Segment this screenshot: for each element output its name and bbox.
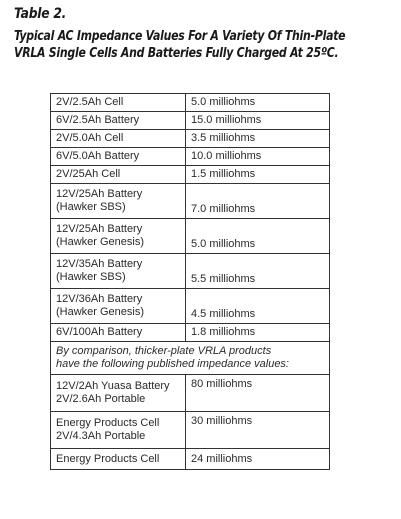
item-cell: 6V/5.0Ah Battery bbox=[51, 148, 186, 166]
value-cell: 15.0 milliohms bbox=[186, 112, 330, 130]
value-cell: 1.8 milliohms bbox=[186, 324, 330, 342]
value-cell: 5.0 milliohms bbox=[186, 94, 330, 112]
item-cell bbox=[51, 412, 186, 449]
item-cell bbox=[51, 375, 186, 412]
value-cell: 3.5 milliohms bbox=[186, 130, 330, 148]
note-line-2: have the following published impedance values: bbox=[56, 358, 289, 370]
table-title: Table 2. bbox=[14, 6, 67, 22]
item-line-1: 12V/25Ah Battery bbox=[56, 223, 143, 235]
item-cell bbox=[51, 289, 186, 324]
item-line-2: 2V/4.3Ah Portable bbox=[56, 430, 146, 442]
item-cell: 2V/5.0Ah Cell bbox=[51, 130, 186, 148]
item-line-1: 12V/35Ah Battery bbox=[56, 258, 143, 270]
table-row bbox=[51, 184, 330, 219]
note-line-1: By comparison, thicker-plate VRLA products bbox=[56, 345, 272, 357]
value-cell: 5.0 milliohms bbox=[186, 219, 330, 254]
table-row bbox=[51, 289, 330, 324]
table-row bbox=[51, 375, 330, 412]
item-cell bbox=[51, 254, 186, 289]
item-line-1: 12V/36Ah Battery bbox=[56, 293, 143, 305]
item-cell: 6V/2.5Ah Battery bbox=[51, 112, 186, 130]
impedance-table bbox=[50, 93, 330, 470]
item-cell bbox=[51, 184, 186, 219]
table-row bbox=[51, 148, 330, 166]
value-cell: 1.5 milliohms bbox=[186, 166, 330, 184]
item-line-1: 12V/2Ah Yuasa Battery bbox=[56, 380, 170, 392]
item-line-2: (Hawker Genesis) bbox=[56, 306, 145, 318]
value-cell: 30 milliohms bbox=[186, 412, 330, 449]
item-cell: 2V/2.5Ah Cell bbox=[51, 94, 186, 112]
item-cell: Energy Products Cell bbox=[51, 449, 186, 470]
table-row bbox=[51, 324, 330, 342]
caption-line-2: VRLA Single Cells And Batteries Fully Charged At 25ºC. bbox=[14, 46, 339, 61]
table-caption bbox=[14, 28, 345, 62]
value-cell: 24 milliohms bbox=[186, 449, 330, 470]
value-cell: 7.0 milliohms bbox=[186, 184, 330, 219]
table-row bbox=[51, 130, 330, 148]
table-row bbox=[51, 112, 330, 130]
item-cell: 2V/25Ah Cell bbox=[51, 166, 186, 184]
value-cell: 10.0 milliohms bbox=[186, 148, 330, 166]
item-line-2: (Hawker SBS) bbox=[56, 271, 126, 283]
comparison-note-row bbox=[51, 342, 330, 375]
table-row bbox=[51, 219, 330, 254]
table-row bbox=[51, 254, 330, 289]
item-line-2: (Hawker Genesis) bbox=[56, 236, 145, 248]
comparison-note bbox=[51, 342, 330, 375]
table-row bbox=[51, 412, 330, 449]
item-cell: 6V/100Ah Battery bbox=[51, 324, 186, 342]
item-line-1: Energy Products Cell bbox=[56, 417, 160, 429]
item-line-2: 2V/2.6Ah Portable bbox=[56, 393, 146, 405]
table-row bbox=[51, 94, 330, 112]
value-cell: 80 milliohms bbox=[186, 375, 330, 412]
caption-line-1: Typical AC Impedance Values For A Variety Of Thin-Plate bbox=[14, 29, 346, 44]
table-row bbox=[51, 449, 330, 470]
value-cell: 5.5 milliohms bbox=[186, 254, 330, 289]
value-cell: 4.5 milliohms bbox=[186, 289, 330, 324]
item-line-1: 12V/25Ah Battery bbox=[56, 188, 143, 200]
table-row bbox=[51, 166, 330, 184]
item-line-2: (Hawker SBS) bbox=[56, 201, 126, 213]
item-cell bbox=[51, 219, 186, 254]
